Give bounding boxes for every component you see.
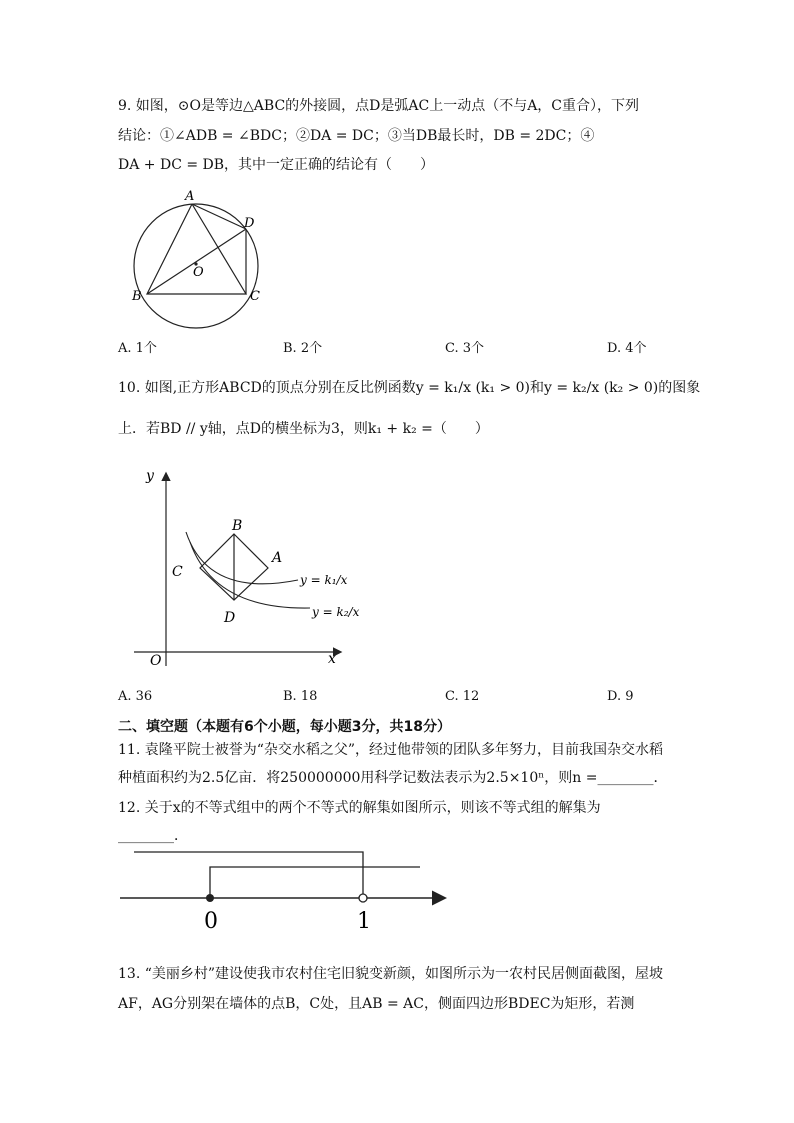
q9-option-a: A. 1个 xyxy=(118,341,157,356)
label-b: B xyxy=(132,289,142,304)
label-d: D xyxy=(244,216,255,231)
q11-line1: 11. 袁隆平院士被誉为“杂交水稻之父”，经过他带领的团队多年努力，目前我国杂交水稻 xyxy=(118,742,664,758)
q9-line3: DA + DC = DB，其中一定正确的结论有（ ） xyxy=(118,157,435,173)
segment-bd xyxy=(147,229,246,294)
label-o: O xyxy=(150,653,162,669)
q11-line2: 种植面积约为2.5亿亩．将250000000用科学记数法表示为2.5×10ⁿ，则n =________． xyxy=(118,770,668,786)
q9-option-b: B. 2个 xyxy=(283,341,323,356)
q12-line1: 12. 关于x的不等式组中的两个不等式的解集如图所示，则该不等式组的解集为 xyxy=(118,800,601,816)
q10-line2: 上．若BD // y轴，点D的横坐标为3，则k₁ + k₂ =（ ） xyxy=(118,421,489,437)
label-c: C xyxy=(172,564,183,580)
q13-line1: 13. “美丽乡村”建设使我市农村住宅旧貌变新颜，如图所示为一农村民居侧面截图，屋坡 xyxy=(118,966,664,982)
q10-option-a: A. 36 xyxy=(118,689,153,704)
section-title: 二、填空题（本题有6个小题，每小题3分，共18分） xyxy=(118,719,451,735)
q10-option-c: C. 12 xyxy=(445,689,480,704)
tick-label-1: 1 xyxy=(357,909,371,934)
label-d: D xyxy=(224,610,236,626)
q9-option-d: D. 4个 xyxy=(607,341,647,356)
curve-k2-label: y = k₂/x xyxy=(312,605,360,619)
label-y: y xyxy=(146,468,154,484)
q12-line2: ________． xyxy=(118,828,188,844)
triangle-abc xyxy=(147,204,246,294)
q10-option-d: D. 9 xyxy=(607,689,634,704)
tick-label-0: 0 xyxy=(204,909,218,934)
q13-line2: AF，AG分别架在墙体的点B，C处，且AB = AC，侧面四边形BDEC为矩形，若测 xyxy=(118,996,635,1012)
curve-k1-label: y = k₁/x xyxy=(300,573,348,587)
q12-number-line-figure xyxy=(118,846,458,938)
label-b: B xyxy=(232,518,243,534)
label-a: A xyxy=(185,189,195,204)
label-o: O xyxy=(193,265,204,280)
label-a: A xyxy=(272,550,283,566)
q10-option-b: B. 18 xyxy=(283,689,318,704)
q9-option-c: C. 3个 xyxy=(445,341,485,356)
label-x: x xyxy=(328,651,336,667)
solution-left-bracket xyxy=(134,852,363,898)
open-point-1 xyxy=(359,894,367,902)
q9-line1: 9. 如图，⊙O是等边△ABC的外接圆，点D是弧AC上一动点（不与A，C重合），下列 xyxy=(118,98,640,114)
q10-line1: 10. 如图,正方形ABCD的顶点分别在反比例函数y = k₁/x (k₁ > 0)和y = k₂/x (k₂ > 0)的图象 xyxy=(118,380,701,396)
q9-circle-figure xyxy=(118,180,278,340)
q10-graph-figure xyxy=(128,460,368,675)
q9-line2: 结论：①∠ADB = ∠BDC；②DA = DC；③当DB最长时，DB = 2DC；④ xyxy=(118,128,595,144)
label-c: C xyxy=(250,289,260,304)
solution-right-bracket xyxy=(210,867,420,898)
solid-point-0 xyxy=(206,894,214,902)
